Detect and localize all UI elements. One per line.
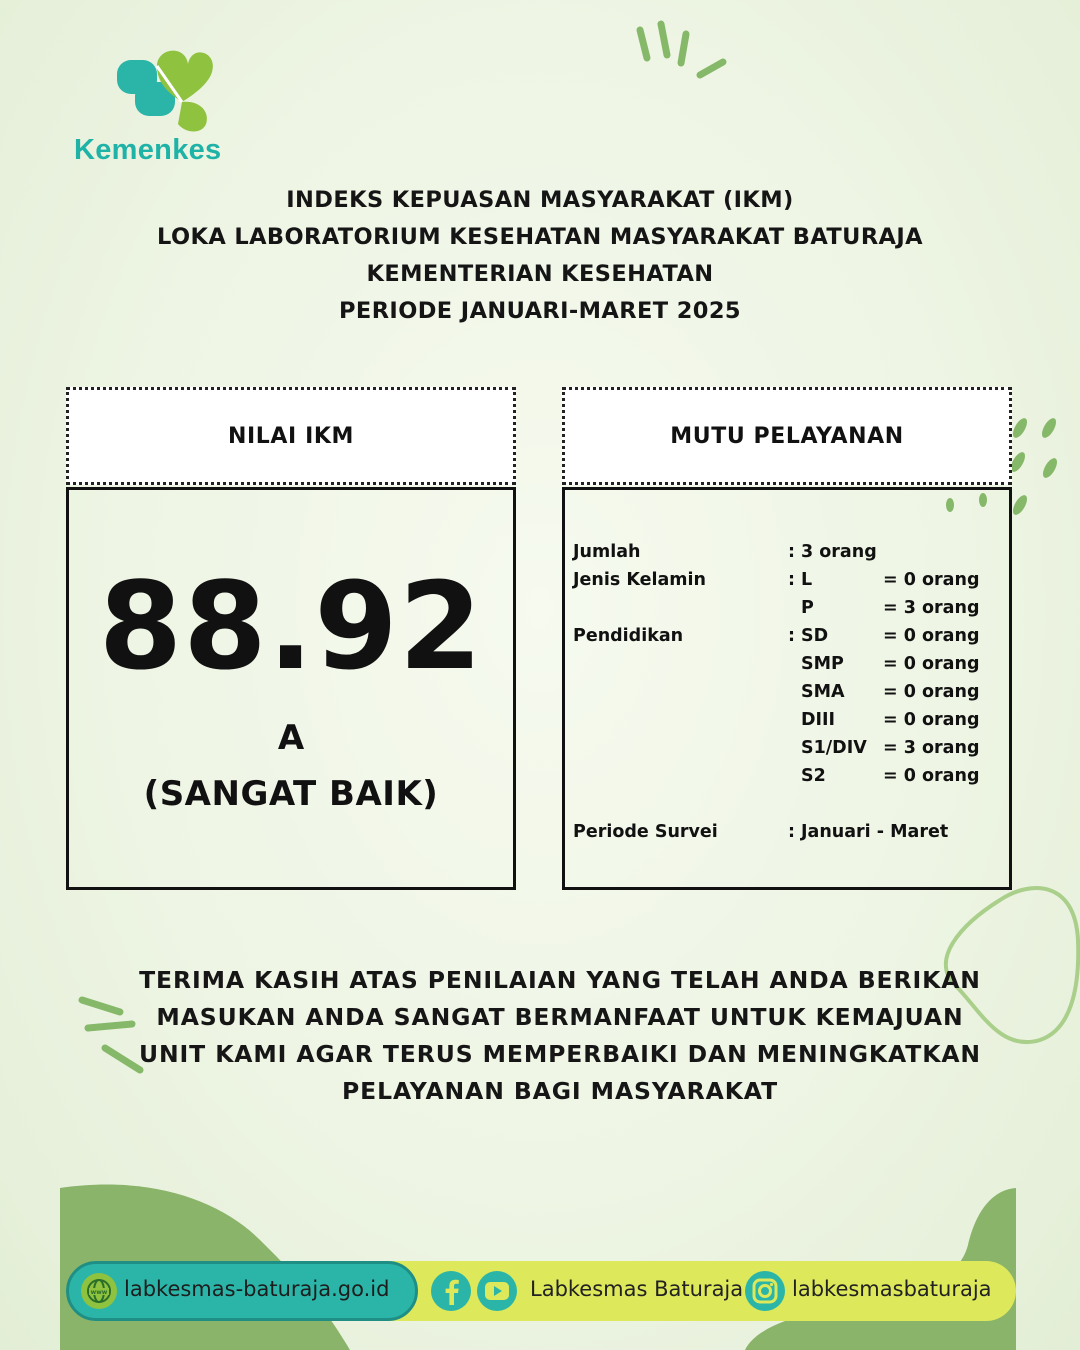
education-key: SMP (801, 654, 844, 674)
thanks-line: PELAYANAN BAGI MASYARAKAT (342, 1077, 778, 1105)
education-key: S1/DIV (801, 738, 867, 758)
website-link[interactable]: labkesmas-baturaja.go.id (124, 1277, 390, 1301)
gender-key: P (801, 598, 814, 618)
colon: : (788, 626, 795, 646)
gender-value: = 3 orang (883, 598, 980, 618)
mutu-card-header (562, 387, 1012, 485)
education-key: SD (801, 626, 829, 646)
jumlah-value: 3 orang (801, 542, 877, 562)
globe-icon (80, 1272, 118, 1310)
education-key: SMA (801, 682, 845, 702)
education-value: = 0 orang (883, 710, 980, 730)
education-key: DIII (801, 710, 836, 730)
colon: : (788, 822, 795, 842)
periode-value: Januari - Maret (801, 822, 949, 842)
page-header (0, 182, 1080, 330)
periode-label: Periode Survei (573, 822, 718, 842)
kemenkes-logo-icon (60, 38, 260, 138)
education-value: = 0 orang (883, 766, 980, 786)
education-value: = 0 orang (883, 626, 980, 646)
education-value: = 3 orang (883, 738, 980, 758)
svg-text:www: www (90, 1289, 108, 1296)
education-value: = 0 orang (883, 682, 980, 702)
ikm-card-title: NILAI IKM (227, 423, 354, 449)
mutu-card-title: MUTU PELAYANAN (670, 423, 904, 449)
ikm-card-header (66, 387, 516, 485)
instagram-handle[interactable]: labkesmasbaturaja (792, 1277, 992, 1301)
header-title: INDEKS KEPUASAN MASYARAKAT (IKM) (286, 187, 794, 213)
education-label: Pendidikan (573, 626, 684, 646)
gender-label: Jenis Kelamin (573, 570, 706, 590)
mutu-card-body (562, 487, 1012, 890)
colon: : (788, 542, 795, 562)
jumlah-label: Jumlah (573, 542, 641, 562)
thank-you-message (0, 962, 1080, 1110)
header-ministry: KEMENTERIAN KESEHATAN (366, 261, 714, 287)
education-key: S2 (801, 766, 826, 786)
facebook-icon[interactable] (430, 1270, 472, 1312)
ikm-description: (SANGAT BAIK) (143, 774, 439, 814)
gender-key: L (801, 570, 813, 590)
youtube-icon[interactable] (476, 1270, 518, 1312)
logo-text: Kemenkes (74, 134, 222, 166)
ikm-grade: A (277, 718, 305, 758)
kemenkes-logo (60, 38, 260, 178)
gender-value: = 0 orang (883, 570, 980, 590)
education-value: = 0 orang (883, 654, 980, 674)
social-account-name[interactable]: Labkesmas Baturaja (530, 1277, 744, 1301)
thanks-line: TERIMA KASIH ATAS PENILAIAN YANG TELAH ANDA BERIKAN (139, 966, 981, 994)
colon: : (788, 570, 795, 590)
header-institution: LOKA LABORATORIUM KESEHATAN MASYARAKAT BATURAJA (157, 224, 923, 250)
header-period: PERIODE JANUARI-MARET 2025 (339, 298, 741, 324)
ikm-card-body (66, 487, 516, 890)
ikm-score: 88.92 (98, 558, 484, 697)
instagram-icon[interactable] (744, 1270, 786, 1312)
thanks-line: UNIT KAMI AGAR TERUS MEMPERBAIKI DAN MENINGKATKAN (138, 1040, 981, 1068)
thanks-line: MASUKAN ANDA SANGAT BERMANFAAT UNTUK KEMAJUAN (156, 1003, 964, 1031)
